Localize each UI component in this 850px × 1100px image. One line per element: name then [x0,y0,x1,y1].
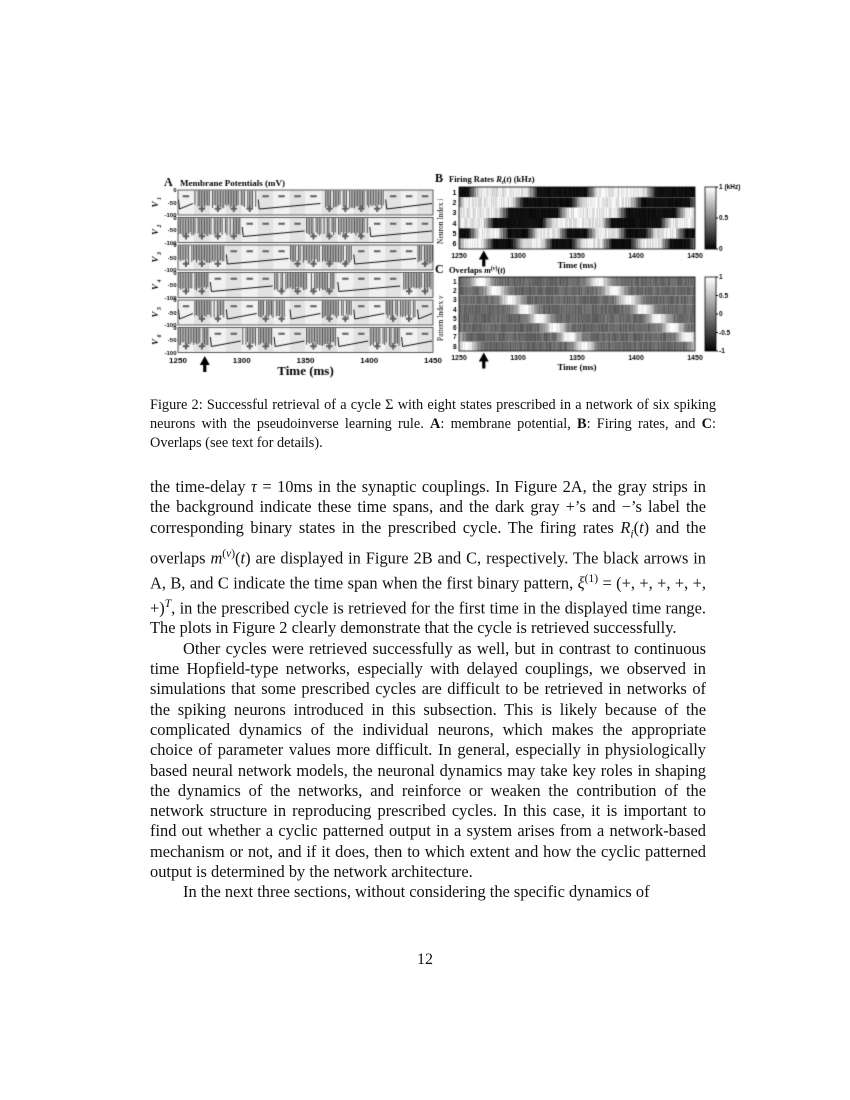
panel-b-firing-rates-heatmap [433,172,751,272]
paragraph-1: the time-delay τ = 10ms in the synaptic couplings. In Figure 2A, the gray strips in the background indicate these time spans, and the dark gray +’s and −’s label the corresponding binary states in the prescribed cycle. The firing rates $R_i(t)$ and the overlaps $m^{(\nu)}(t)$ are displayed in Figure 2B and C, respectively. The black arrows in A, B, and C indicate the time span when the first binary pattern, $\xi^{(1)}$ = (+, +, +, +, +, +)$^T$, in the prescribed cycle is retrieved for the first time in the displayed time range. The plots in Figure 2 clearly demonstrate that the cycle is retrieved successfully. [150,477,707,638]
body-text [150,477,706,903]
figure-caption: Figure 2: Successful retrieval of a cycle Σ with eight states prescribed in a network of six spiking neurons with the pseudoinverse learning rule. A: membrane potential, B: Firing rates, and C: Overlaps (see text for details). [150,397,716,452]
panel-c-overlaps-heatmap [433,262,751,372]
paragraph-3: In the next three sections, without considering the specific dynamics of [183,882,650,902]
panel-a-membrane-potentials-chart [150,176,450,381]
page-number: 12 [417,951,433,968]
paragraph-2: Other cycles were retrieved successfully as well, but in contrast to continuous time Hopfield-type networks, especially with delayed couplings, we observed in simulations that some prescribed cycles are difficult to be retrieved in networks of the spiking neurons introduced in this subsection. This is likely because of the complicated dynamics of the individual neurons, which makes the appropriate choice of parameter values more difficult. In general, especially in physiologically based neural network models, the neuronal dynamics may take key roles in shaping the dynamics of the networks, and reinforce or weaken the contribution of the network structure in reproducing prescribed cycles. In this case, it is important to find out whether a cyclic patterned output in a system arises from a network-based mechanism or not, and if it does, then to which extent and how the cyclic patterned output is determined by the network architecture. [150,638,706,882]
